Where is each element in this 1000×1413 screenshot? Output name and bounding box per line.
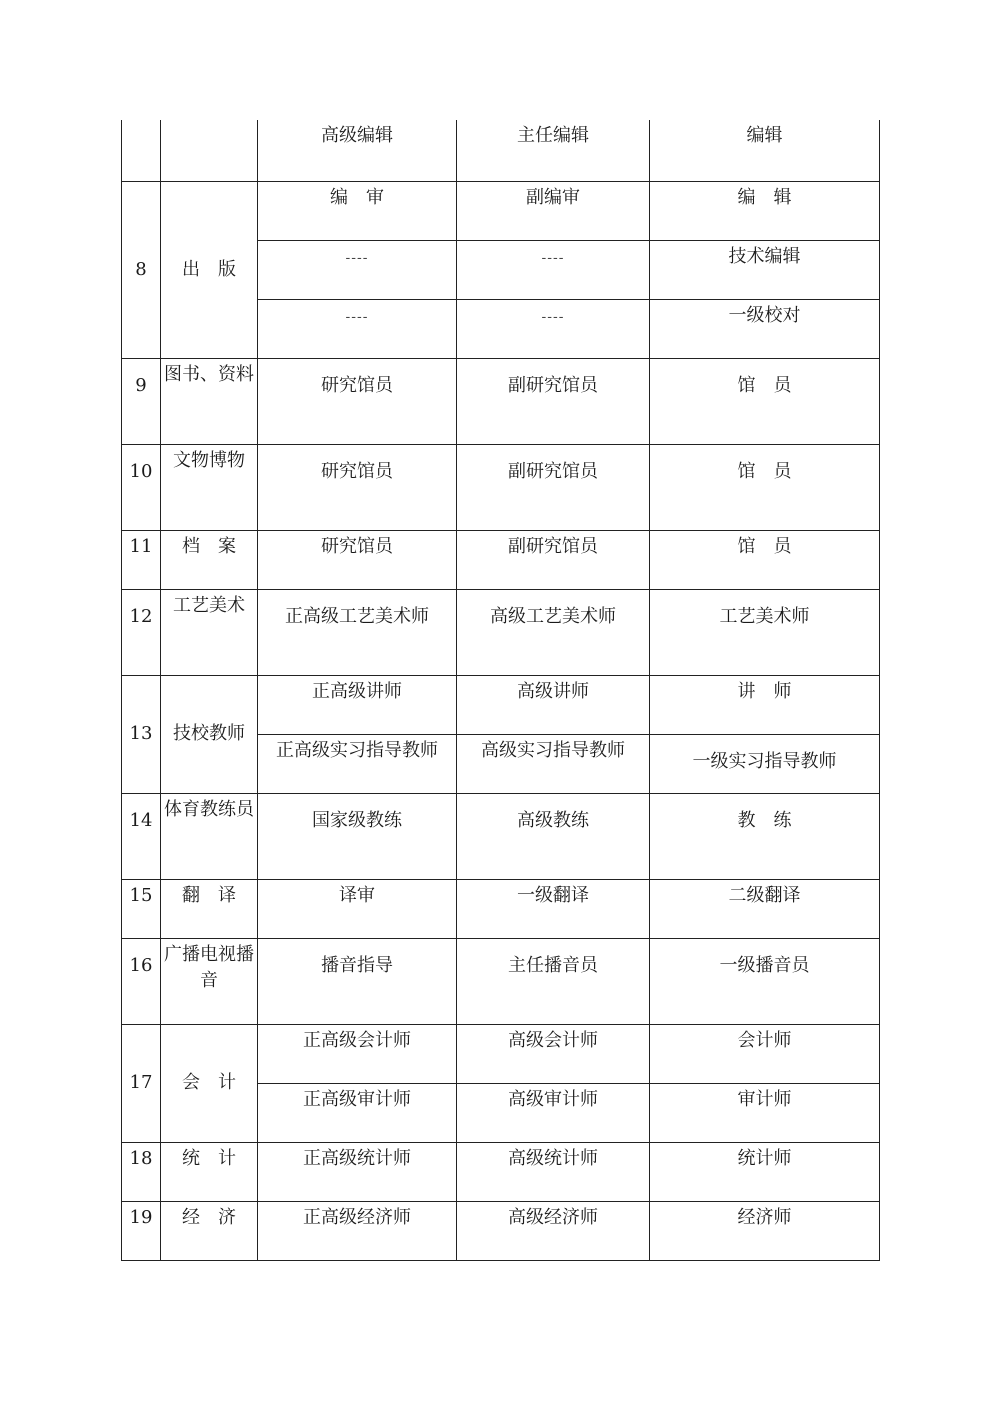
senior-title-cell: 研究馆员 bbox=[258, 358, 457, 444]
row-number: 15 bbox=[122, 879, 161, 938]
senior-title-cell: 译审 bbox=[258, 879, 457, 938]
empty-dash: ---- bbox=[345, 249, 369, 266]
table-row bbox=[122, 358, 880, 444]
senior-title-cell: 正高级讲师 bbox=[258, 675, 457, 734]
category-cell: 体育教练员 bbox=[161, 793, 258, 879]
table-row bbox=[122, 530, 880, 589]
vice-senior-title-cell: 高级实习指导教师 bbox=[457, 734, 650, 793]
mid-title-cell: 编辑 bbox=[650, 120, 880, 181]
vice-senior-title-cell: 高级统计师 bbox=[457, 1142, 650, 1201]
vice-senior-title-cell: 高级会计师 bbox=[457, 1024, 650, 1083]
row-number: 18 bbox=[122, 1142, 161, 1201]
category-cell: 统 计 bbox=[161, 1142, 258, 1201]
vice-senior-title-cell: 高级经济师 bbox=[457, 1201, 650, 1260]
category-cell: 翻 译 bbox=[161, 879, 258, 938]
category-cell bbox=[161, 120, 258, 181]
table-row bbox=[122, 1142, 880, 1201]
senior-title-cell bbox=[258, 299, 457, 358]
vice-senior-title-cell bbox=[457, 299, 650, 358]
vice-senior-title-cell: 高级讲师 bbox=[457, 675, 650, 734]
senior-title-cell bbox=[258, 240, 457, 299]
mid-title-cell: 技术编辑 bbox=[650, 240, 880, 299]
empty-dash: ---- bbox=[541, 308, 565, 325]
vice-senior-title-cell: 高级工艺美术师 bbox=[457, 589, 650, 675]
mid-title-cell: 教 练 bbox=[650, 793, 880, 879]
table-row bbox=[122, 120, 880, 181]
vice-senior-title-cell: 副研究馆员 bbox=[457, 444, 650, 530]
senior-title-cell: 播音指导 bbox=[258, 938, 457, 1024]
table-row bbox=[122, 444, 880, 530]
vice-senior-title-cell: 一级翻译 bbox=[457, 879, 650, 938]
table-row bbox=[122, 675, 880, 734]
category-cell: 出 版 bbox=[161, 181, 258, 358]
mid-title-cell: 编 辑 bbox=[650, 181, 880, 240]
row-number: 17 bbox=[122, 1024, 161, 1142]
empty-dash: ---- bbox=[541, 249, 565, 266]
vice-senior-title-cell: 副编审 bbox=[457, 181, 650, 240]
mid-title-cell: 会计师 bbox=[650, 1024, 880, 1083]
empty-dash: ---- bbox=[345, 308, 369, 325]
senior-title-cell: 正高级经济师 bbox=[258, 1201, 457, 1260]
mid-title-cell: 工艺美术师 bbox=[650, 589, 880, 675]
mid-title-cell: 馆 员 bbox=[650, 444, 880, 530]
senior-title-cell: 正高级会计师 bbox=[258, 1024, 457, 1083]
mid-title-cell: 统计师 bbox=[650, 1142, 880, 1201]
row-number: 9 bbox=[122, 358, 161, 444]
vice-senior-title-cell bbox=[457, 240, 650, 299]
row-number: 13 bbox=[122, 675, 161, 793]
vice-senior-title-cell: 主任播音员 bbox=[457, 938, 650, 1024]
senior-title-cell: 正高级审计师 bbox=[258, 1083, 457, 1142]
row-number: 12 bbox=[122, 589, 161, 675]
senior-title-cell: 正高级统计师 bbox=[258, 1142, 457, 1201]
category-cell: 工艺美术 bbox=[161, 589, 258, 675]
category-cell: 图书、资料 bbox=[161, 358, 258, 444]
category-cell: 广播电视播音 bbox=[161, 938, 258, 1024]
category-cell: 经 济 bbox=[161, 1201, 258, 1260]
senior-title-cell: 国家级教练 bbox=[258, 793, 457, 879]
mid-title-cell: 审计师 bbox=[650, 1083, 880, 1142]
vice-senior-title-cell: 副研究馆员 bbox=[457, 530, 650, 589]
senior-title-cell: 研究馆员 bbox=[258, 444, 457, 530]
mid-title-cell: 二级翻译 bbox=[650, 879, 880, 938]
mid-title-cell: 馆 员 bbox=[650, 530, 880, 589]
row-number: 19 bbox=[122, 1201, 161, 1260]
table-row bbox=[122, 589, 880, 675]
table-row bbox=[122, 793, 880, 879]
mid-title-cell: 一级播音员 bbox=[650, 938, 880, 1024]
category-cell: 技校教师 bbox=[161, 675, 258, 793]
vice-senior-title-cell: 高级教练 bbox=[457, 793, 650, 879]
vice-senior-title-cell: 副研究馆员 bbox=[457, 358, 650, 444]
row-number: 10 bbox=[122, 444, 161, 530]
row-number: 11 bbox=[122, 530, 161, 589]
senior-title-cell: 研究馆员 bbox=[258, 530, 457, 589]
table-row bbox=[122, 938, 880, 1024]
mid-title-cell: 讲 师 bbox=[650, 675, 880, 734]
senior-title-cell: 正高级工艺美术师 bbox=[258, 589, 457, 675]
senior-title-cell: 高级编辑 bbox=[258, 120, 457, 181]
category-cell: 文物博物 bbox=[161, 444, 258, 530]
row-number: 8 bbox=[122, 181, 161, 358]
category-cell: 档 案 bbox=[161, 530, 258, 589]
mid-title-cell: 一级校对 bbox=[650, 299, 880, 358]
table-row bbox=[122, 1024, 880, 1083]
category-cell: 会 计 bbox=[161, 1024, 258, 1142]
vice-senior-title-cell: 主任编辑 bbox=[457, 120, 650, 181]
row-number: 14 bbox=[122, 793, 161, 879]
row-number bbox=[122, 120, 161, 181]
mid-title-cell: 经济师 bbox=[650, 1201, 880, 1260]
table-row bbox=[122, 1201, 880, 1260]
senior-title-cell: 正高级实习指导教师 bbox=[258, 734, 457, 793]
table-row bbox=[122, 181, 880, 240]
vice-senior-title-cell: 高级审计师 bbox=[457, 1083, 650, 1142]
title-classification-table bbox=[121, 120, 880, 1261]
mid-title-cell: 一级实习指导教师 bbox=[650, 734, 880, 793]
row-number: 16 bbox=[122, 938, 161, 1024]
table-row bbox=[122, 879, 880, 938]
mid-title-cell: 馆 员 bbox=[650, 358, 880, 444]
senior-title-cell: 编 审 bbox=[258, 181, 457, 240]
